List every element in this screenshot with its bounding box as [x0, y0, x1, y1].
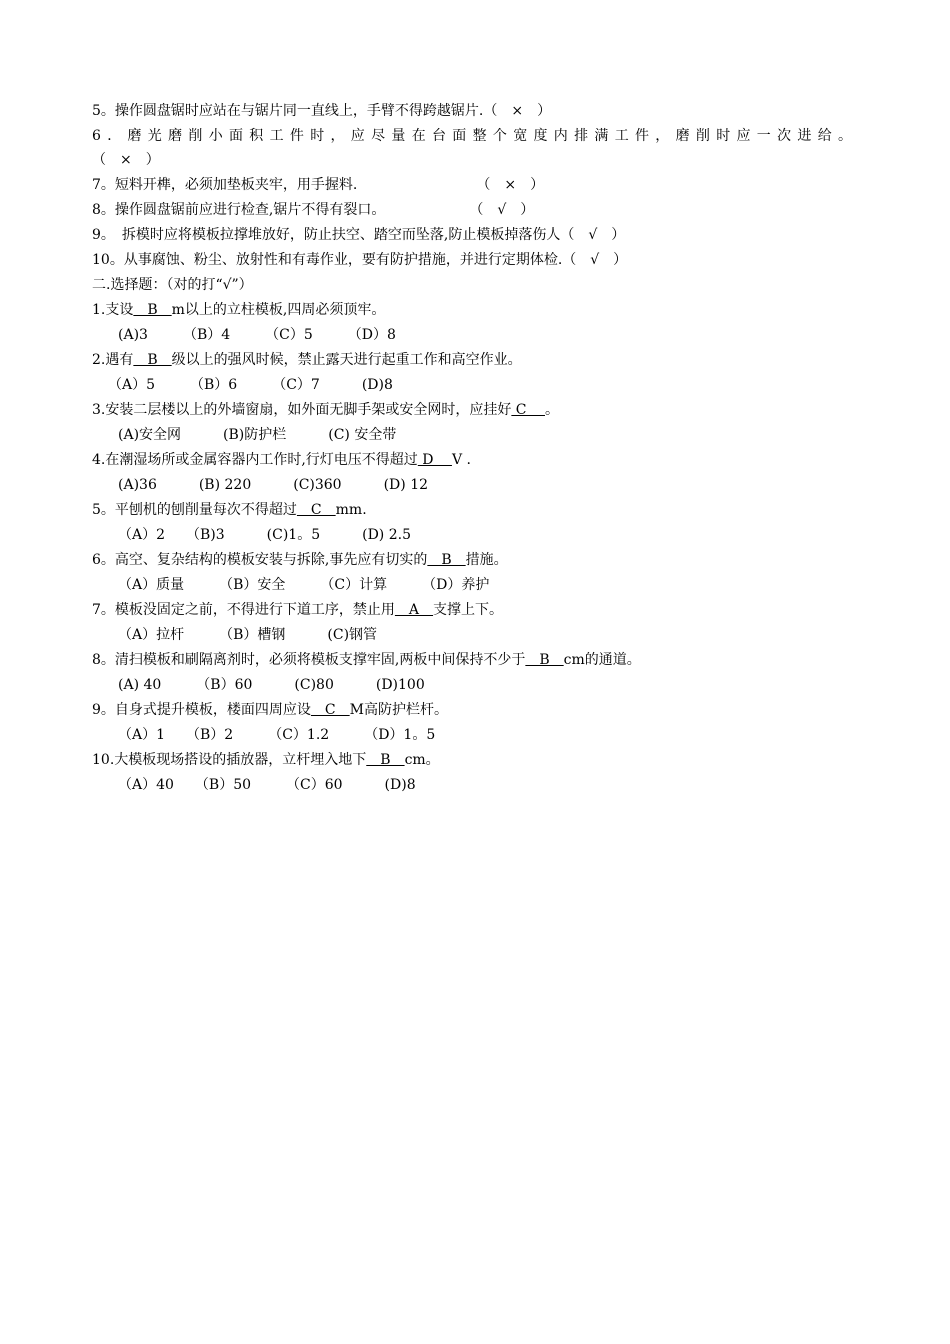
answer-blank: C	[296, 502, 336, 518]
choice-question-5	[92, 501, 367, 519]
choice-question-9	[92, 701, 448, 719]
choice-options-10: （A）40 （B）50 （C）60 (D)8	[118, 777, 416, 793]
choice-options-7: （A）拉杆 （B）槽钢 (C)钢管	[118, 627, 378, 643]
judge-item-9: 9。 拆模时应将模板拉撑堆放好，防止扶空、踏空而坠落,防止模板掉落伤人（ √ ）	[92, 227, 626, 243]
judge-item-10: 10。从事腐蚀、粉尘、放射性和有毒作业，要有防护措施，并进行定期体检.（ √ ）	[92, 252, 628, 268]
choice-question-3	[92, 401, 559, 419]
question-text: 5。平刨机的刨削量每次不得超过	[92, 502, 297, 518]
question-text-tail: M高防护栏杆。	[349, 702, 448, 718]
choice-options-6: （A）质量 （B）安全 （C）计算 （D）养护	[118, 577, 490, 593]
choice-question-1	[92, 301, 385, 319]
question-text: 9。自身式提升模板，楼面四周应设	[92, 702, 311, 718]
question-text-tail: mm.	[335, 502, 367, 518]
answer-blank: C	[310, 702, 350, 718]
answer-blank: C	[511, 402, 545, 418]
question-text: 8。清扫模板和刷隔离剂时，必须将模板支撑牢固,两板中间保持不少于	[92, 652, 526, 668]
question-text: 2.遇有	[92, 352, 134, 368]
choice-question-6	[92, 551, 508, 569]
question-text-tail: cm的通道。	[563, 652, 641, 668]
question-text: 10.大模板现场搭设的插放器，立杆埋入地下	[92, 752, 367, 768]
question-text: 4.在潮湿场所或金属容器内工作时,行灯电压不得超过	[92, 452, 418, 468]
question-text-tail: 级以上的强风时候，禁止露天进行起重工作和高空作业。	[171, 352, 522, 368]
judge-item-7: 7。短料开榫，必须加垫板夹牢，用手握料. （ × ）	[92, 177, 545, 193]
question-text: 1.支设	[92, 302, 134, 318]
judge-item-6-answer: （ × ）	[92, 152, 160, 168]
choice-options-4: (A)36 (B) 220 (C)360 (D) 12	[118, 477, 429, 493]
answer-blank: B	[427, 552, 466, 568]
choice-options-3: (A)安全网 (B)防护栏 (C) 安全带	[118, 427, 397, 443]
question-text: 6。高空、复杂结构的模板安装与拆除,事先应有切实的	[92, 552, 428, 568]
answer-blank: D	[417, 452, 452, 468]
section-title: 二.选择题：（对的打“√”）	[92, 277, 253, 293]
answer-blank: A	[394, 602, 434, 618]
choice-options-1: (A)3 （B）4 （C）5 （D）8	[118, 327, 396, 343]
question-text-tail: m以上的立柱模板,四周必须顶牢。	[171, 302, 386, 318]
choice-options-2: （A）5 （B）6 （C）7 (D)8	[108, 377, 393, 393]
answer-blank: B	[525, 652, 564, 668]
answer-blank: B	[133, 302, 172, 318]
choice-question-8	[92, 651, 641, 669]
choice-question-4	[92, 451, 471, 469]
question-text-tail: 措施。	[465, 552, 508, 568]
answer-blank: B	[366, 752, 405, 768]
choice-options-5: （A）2 （B)3 (C)1。5 (D) 2.5	[118, 527, 411, 543]
choice-question-10	[92, 751, 440, 769]
question-text: 3.安装二层楼以上的外墙窗扇，如外面无脚手架或安全网时，应挂好	[92, 402, 512, 418]
judge-item-5: 5。操作圆盘锯时应站在与锯片同一直线上，手臂不得跨越锯片.（ × ）	[92, 103, 552, 119]
question-text: 7。模板没固定之前，不得进行下道工序，禁止用	[92, 602, 395, 618]
choice-question-2	[92, 351, 522, 369]
answer-blank: B	[133, 352, 172, 368]
choice-question-7	[92, 601, 503, 619]
question-text-tail: 支撑上下。	[433, 602, 504, 618]
judge-item-8: 8。操作圆盘锯前应进行检查,锯片不得有裂口。 （ √ ）	[92, 202, 535, 218]
question-text-tail: V .	[451, 452, 471, 468]
judge-item-6: 6．磨光磨削小面积工件时，应尽量在台面整个宽度内排满工件，磨削时应一次进给。	[92, 128, 852, 144]
question-text-tail: cm。	[404, 752, 440, 768]
question-text-tail: 。	[544, 402, 559, 418]
choice-options-9: （A）1 （B）2 （C）1.2 （D）1。5	[118, 727, 436, 743]
choice-options-8: (A) 40 （B）60 (C)80 (D)100	[118, 677, 425, 693]
